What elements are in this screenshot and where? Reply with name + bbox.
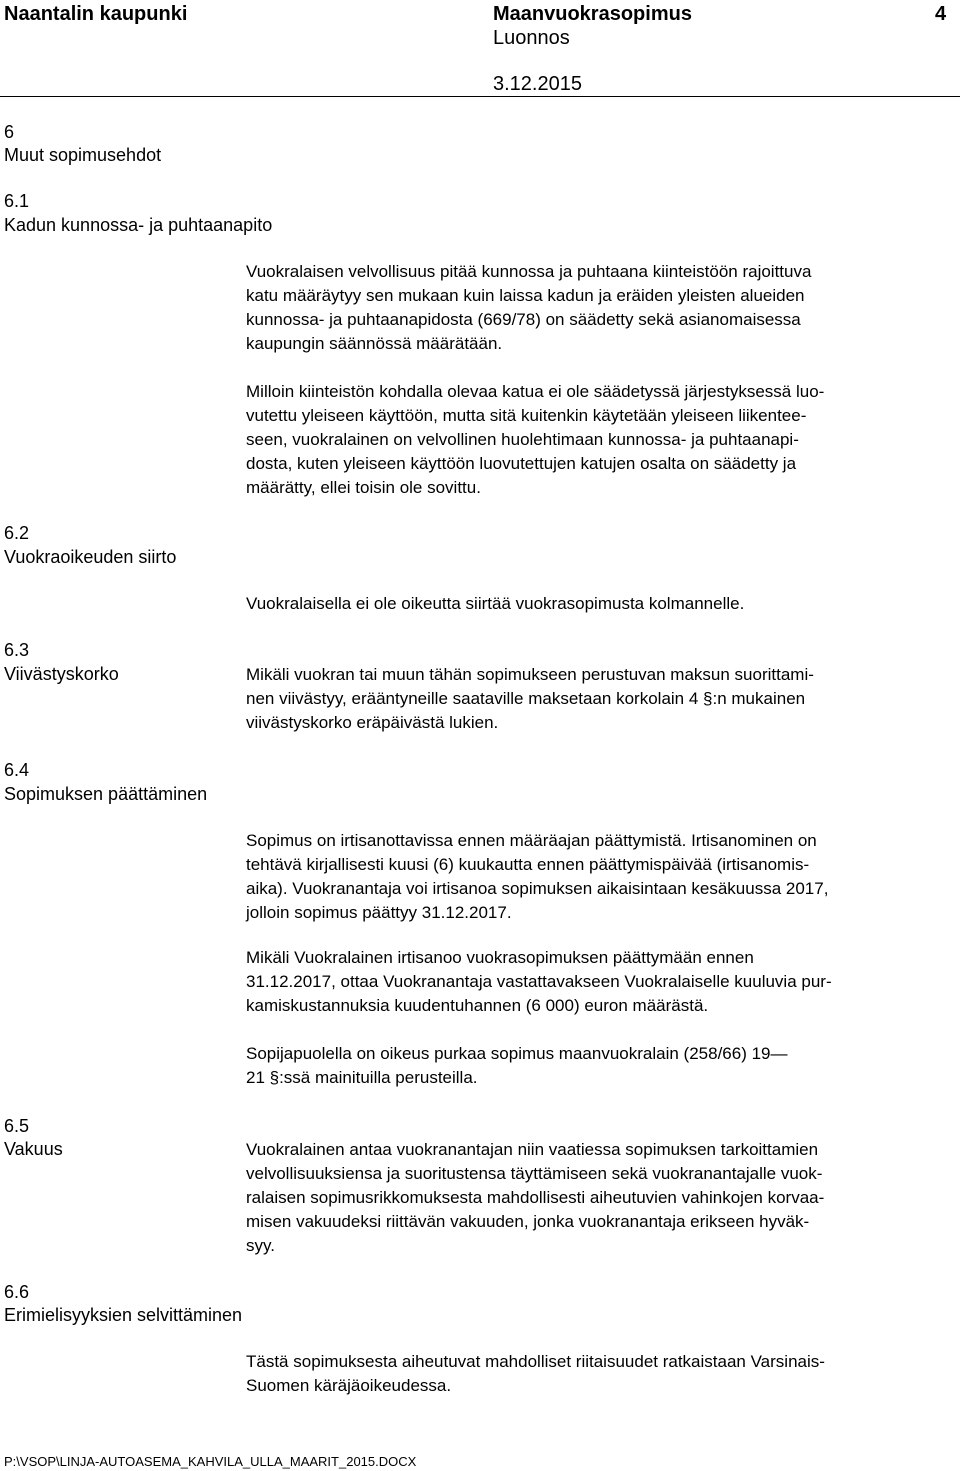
text-line: Mikäli Vuokralainen irtisanoo vuokrasopimuksen päättymään ennen bbox=[246, 948, 754, 967]
section-title: Vuokraoikeuden siirto bbox=[4, 547, 177, 567]
file-path-footer: P:\VSOP\LINJA-AUTOASEMA_KAHVILA_ULLA_MAARIT_2015.DOCX bbox=[4, 1454, 417, 1469]
header-divider bbox=[0, 96, 960, 97]
section-number: 6.5 bbox=[4, 1116, 30, 1136]
section-title: Kadun kunnossa- ja puhtaanapito bbox=[4, 215, 273, 235]
text-line: vutettu yleiseen käyttöön, mutta sitä kuitenkin käytetään yleiseen liikentee- bbox=[246, 406, 807, 425]
text-line: seen, vuokralainen on velvollinen huolehtimaan kunnossa- ja puhtaanapi- bbox=[246, 430, 799, 449]
document-status: Luonnos bbox=[493, 27, 570, 49]
text-line: Vuokralaisella ei ole oikeutta siirtää vuokrasopimusta kolmannelle. bbox=[246, 594, 745, 613]
section-title: Erimielisyyksien selvittäminen bbox=[4, 1305, 243, 1325]
section-title: Viivästyskorko bbox=[4, 664, 119, 684]
text-line: 21 §:ssä mainituilla perusteilla. bbox=[246, 1068, 478, 1087]
paragraph bbox=[246, 380, 936, 500]
section-title: Vakuus bbox=[4, 1139, 63, 1159]
paragraph bbox=[246, 829, 936, 925]
text-line: määrätty, ellei toisin ole sovittu. bbox=[246, 478, 481, 497]
text-line: Milloin kiinteistön kohdalla olevaa katua ei ole säädetyssä järjestyksessä luo- bbox=[246, 382, 825, 401]
text-line: Mikäli vuokran tai muun tähän sopimukseen perustuvan maksun suorittami- bbox=[246, 665, 814, 684]
text-line: nen viivästyy, erääntyneille saataville maksetaan korkolain 4 §:n mukainen bbox=[246, 689, 806, 708]
text-line: viivästyskorko eräpäivästä lukien. bbox=[246, 713, 499, 732]
text-line: kamiskustannuksia kuudentuhannen (6 000) euron määrästä. bbox=[246, 996, 709, 1015]
document-date: 3.12.2015 bbox=[493, 73, 582, 95]
text-line: tehtävä kirjallisesti kuusi (6) kuukautta ennen päättymispäivää (irtisanomis- bbox=[246, 855, 810, 874]
section-number: 6.2 bbox=[4, 523, 30, 543]
text-line: Suomen käräjäoikeudessa. bbox=[246, 1376, 452, 1395]
section-number: 6.4 bbox=[4, 760, 30, 780]
text-line: Sopimus on irtisanottavissa ennen määräajan päättymistä. Irtisanominen on bbox=[246, 831, 817, 850]
text-line: Vuokralaisen velvollisuus pitää kunnossa ja puhtaana kiinteistöön rajoittuva bbox=[246, 262, 812, 281]
chapter-title: Muut sopimusehdot bbox=[4, 145, 162, 165]
text-line: katu määräytyy sen mukaan kuin laissa kadun ja eräiden yleisten alueiden bbox=[246, 286, 805, 305]
paragraph bbox=[246, 1042, 936, 1090]
text-line: dosta, kuten yleiseen käyttöön luovutettujen katujen osalta on säädetty ja bbox=[246, 454, 797, 473]
text-line: ralaisen sopimusrikkomuksesta mahdollisesti aiheutuvien vahinkojen korvaa- bbox=[246, 1188, 825, 1207]
text-line: Tästä sopimuksesta aiheutuvat mahdolliset riitaisuudet ratkaistaan Varsinais- bbox=[246, 1352, 825, 1371]
text-line: kunnossa- ja puhtaanapidosta (669/78) on säädetty sekä asianomaisessa bbox=[246, 310, 801, 329]
text-line: syy. bbox=[246, 1236, 275, 1255]
section-number: 6.3 bbox=[4, 640, 30, 660]
organization-name: Naantalin kaupunki bbox=[4, 3, 188, 25]
text-line: velvollisuuksiensa ja suoritustensa täyttämiseen sekä vuokranantajalle vuok- bbox=[246, 1164, 823, 1183]
page-number: 4 bbox=[935, 3, 947, 25]
text-line: aika). Vuokranantaja voi irtisanoa sopimuksen aikaisintaan kesäkuussa 2017, bbox=[246, 879, 829, 898]
paragraph bbox=[246, 1350, 936, 1398]
paragraph bbox=[246, 946, 936, 1018]
text-line: kaupungin säännössä määrätään. bbox=[246, 334, 503, 353]
paragraph bbox=[246, 1138, 936, 1258]
section-number: 6.6 bbox=[4, 1282, 30, 1302]
paragraph bbox=[246, 592, 936, 616]
section-title: Sopimuksen päättäminen bbox=[4, 784, 208, 804]
document-title: Maanvuokrasopimus bbox=[493, 3, 692, 25]
chapter-number: 6 bbox=[4, 122, 15, 142]
text-line: 31.12.2017, ottaa Vuokranantaja vastattavakseen Vuokralaiselle kuuluvia pur- bbox=[246, 972, 832, 991]
text-line: Vuokralainen antaa vuokranantajan niin vaatiessa sopimuksen tarkoittamien bbox=[246, 1140, 819, 1159]
paragraph bbox=[246, 663, 936, 735]
text-line: jolloin sopimus päättyy 31.12.2017. bbox=[246, 903, 512, 922]
text-line: Sopijapuolella on oikeus purkaa sopimus maanvuokralain (258/66) 19— bbox=[246, 1044, 788, 1063]
section-number: 6.1 bbox=[4, 191, 30, 211]
text-line: misen vakuudeksi riittävän vakuuden, jonka vuokranantaja erikseen hyväk- bbox=[246, 1212, 810, 1231]
paragraph bbox=[246, 260, 936, 356]
